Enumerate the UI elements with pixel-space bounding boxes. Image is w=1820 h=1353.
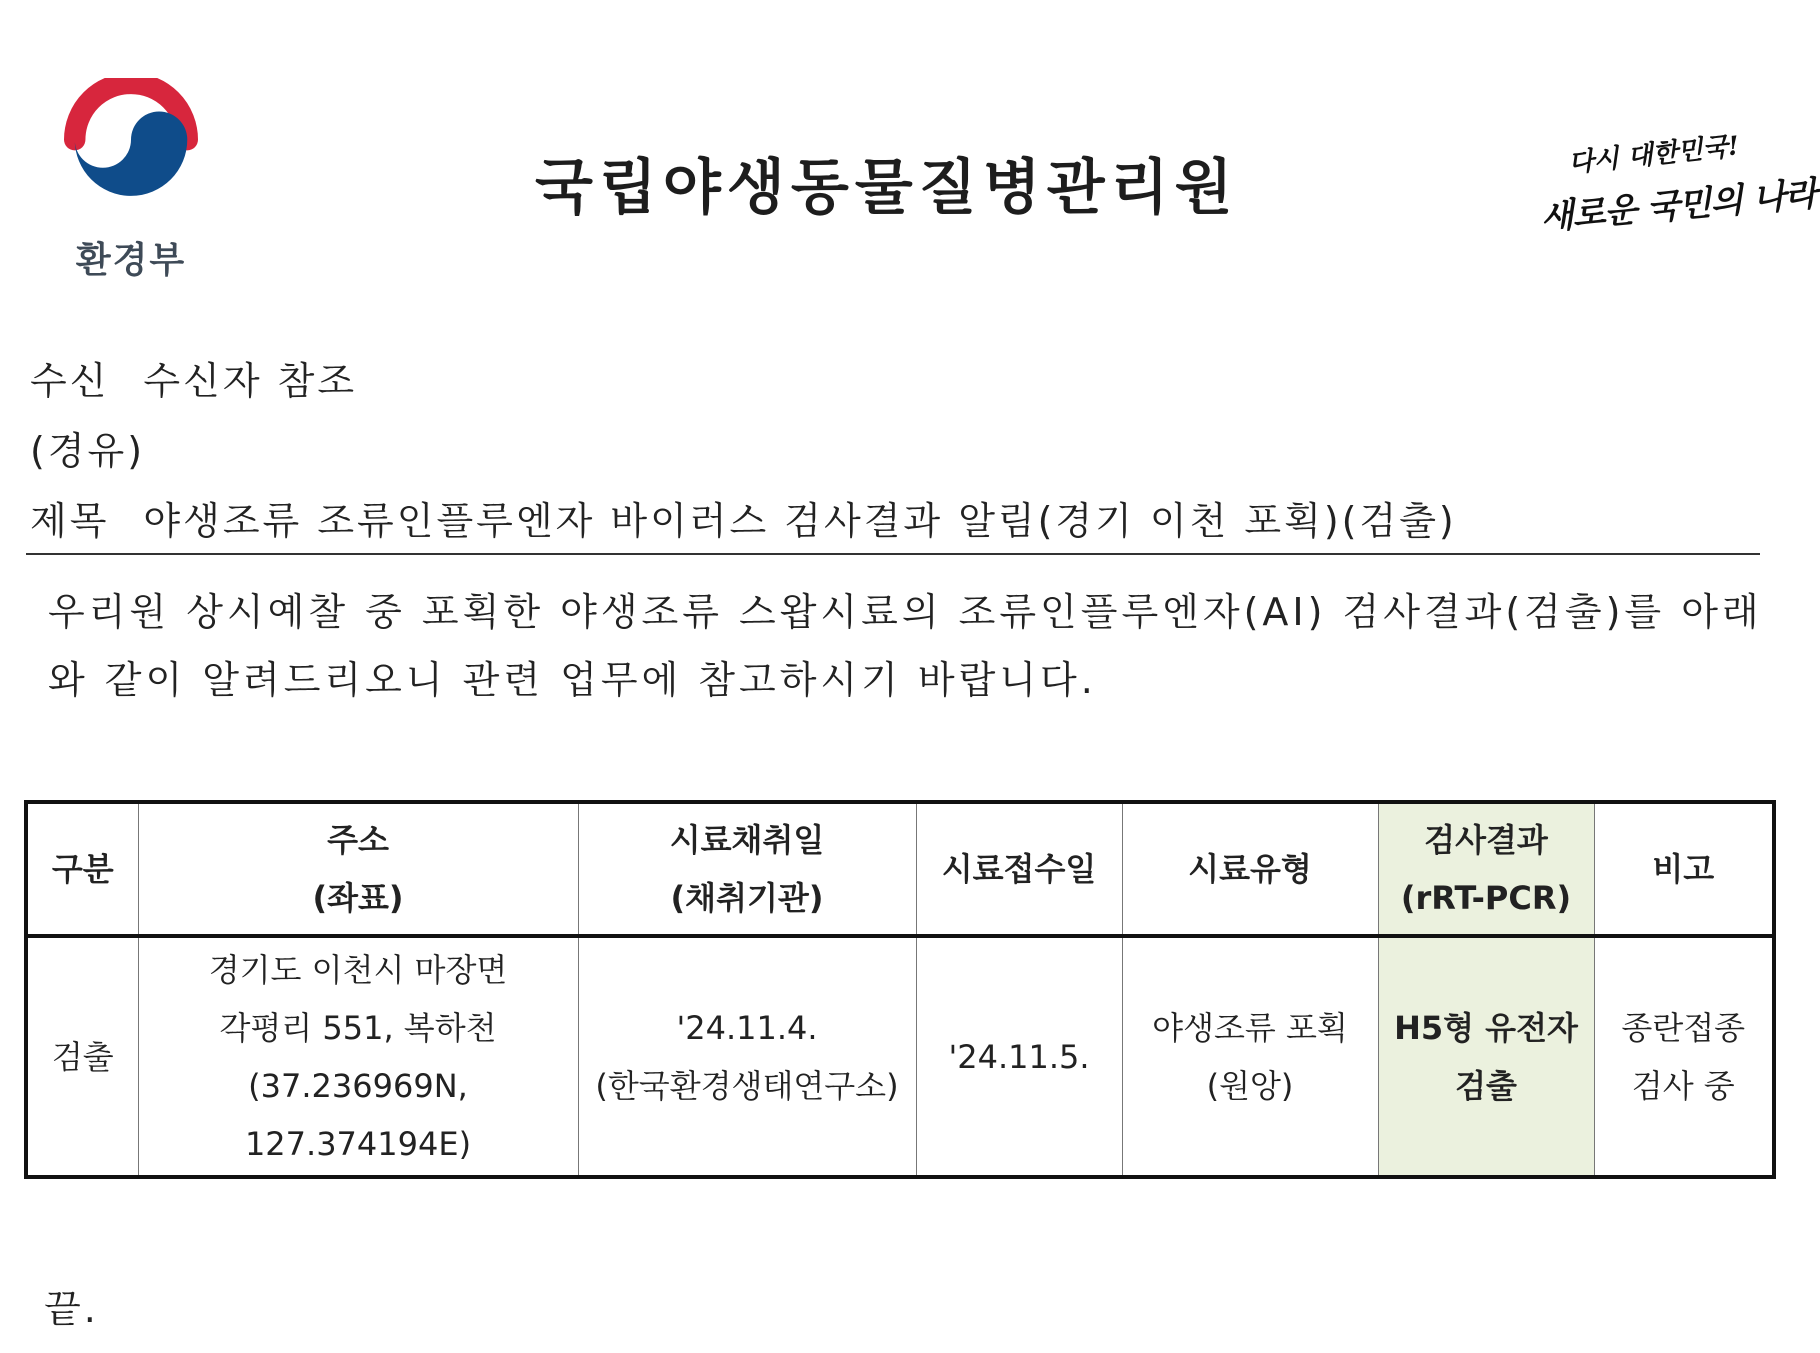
recipient-label: 수신 — [30, 359, 110, 403]
taegeuk-emblem-icon — [64, 78, 198, 212]
ministry-logo-text: 환경부 — [75, 240, 187, 281]
header-sample-type: 시료유형 — [1122, 802, 1378, 936]
subject-value: 야생조류 조류인플루엔자 바이러스 검사결과 알림(경기 이천 포획)(검출) — [143, 499, 1457, 543]
subject-label: 제목 — [30, 499, 110, 543]
cell-receipt-date: '24.11.5. — [916, 936, 1122, 1177]
test-result-table — [24, 800, 1776, 1179]
via-field — [30, 420, 145, 475]
recipient-value: 수신자 참조 — [143, 359, 358, 403]
letter-body: 우리원 상시예찰 중 포획한 야생조류 스왑시료의 조류인플루엔자(AI) 검사결과(검출)를 아래와 같이 알려드리오니 관련 업무에 참고하시기 바랍니다. — [48, 590, 1763, 702]
cell-sample-type: 야생조류 포획 (원앙) — [1122, 936, 1378, 1177]
ministry-logo — [64, 78, 198, 283]
header-remarks: 비고 — [1594, 802, 1774, 936]
header-test-result: 검사결과 (rRT-PCR) — [1378, 802, 1594, 936]
end-mark: 끝. — [44, 1287, 99, 1331]
header-address: 주소 (좌표) — [138, 802, 578, 936]
header-collection-date: 시료채취일 (채취기관) — [578, 802, 916, 936]
slogan-line-1: 다시 대한민국! — [1567, 131, 1741, 179]
cell-collection-date: '24.11.4. (한국환경생태연구소) — [578, 936, 916, 1177]
subject-divider — [26, 553, 1760, 555]
via-label: (경유) — [30, 429, 146, 473]
table-row — [26, 936, 1774, 1177]
cell-remarks: 종란접종 검사 중 — [1594, 936, 1774, 1177]
cell-category: 검출 — [26, 936, 138, 1177]
table-header-row — [26, 802, 1774, 936]
header-receipt-date: 시료접수일 — [916, 802, 1122, 936]
slogan-line-2: 새로운 국민의 나라 — [1539, 174, 1818, 238]
recipient-field — [30, 350, 357, 405]
subject-field — [30, 490, 1457, 545]
organization-title: 국립야생동물질병관리원 — [535, 153, 1239, 223]
slogan-calligraphy — [1539, 128, 1818, 238]
header-category: 구분 — [26, 802, 138, 936]
cell-test-result: H5형 유전자 검출 — [1378, 936, 1594, 1177]
cell-address: 경기도 이천시 마장면 각평리 551, 복하천 (37.236969N, 127.374194E) — [138, 936, 578, 1177]
